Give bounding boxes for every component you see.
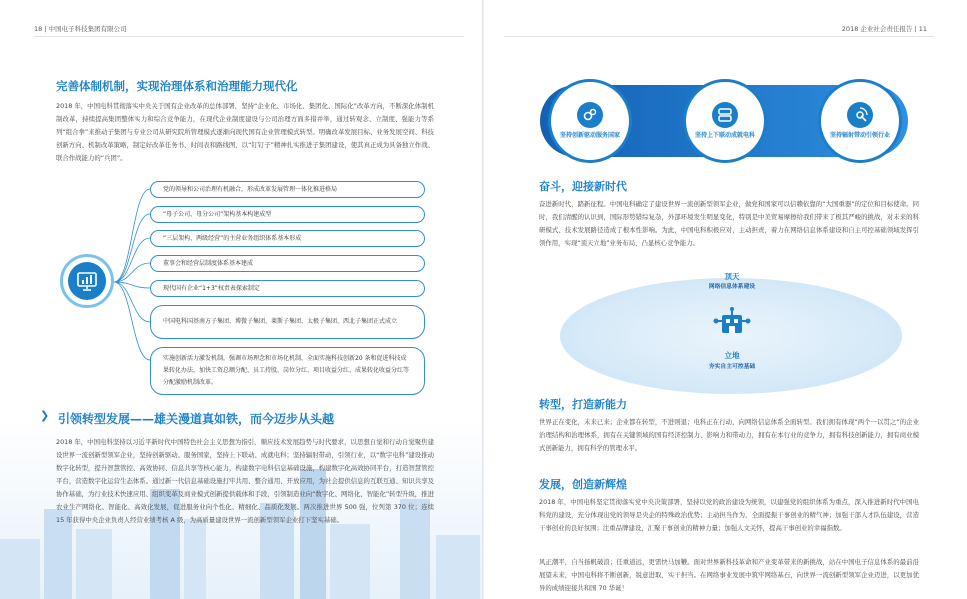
governance-paragraph: 2018 年，中国电科贯彻落实中央关于国有企业改革的总体部署，坚持“企业化、市场化、集团化、国际化”改革方向，不断深化体制机制改革，持续提高集团整体实力和综合竞争能力，在现代企业制度建设与公司治理方面多措并举，通过转观念、立制度、强能力等系列“组合拳”来推动子集团与专业公司从研究院所管理模式逐渐向现代国有企业管理模式转型。明确改革发展目标、业务发展空间、科技创新方向、机制改革策略，制定好改革任务书、时间表和路线图，以“钉钉子”精神扎实推进子集团建设，使其真正成为具备独立作战、联合作战能力的“兵团”。: [56, 102, 434, 162]
reform-item-6: 中国电科国基南方子集团、博微子集团、莱斯子集团、太极子集团、西北子集团正式成立: [150, 305, 425, 339]
development-paragraph-2: 风正潮平，自当扬帆破浪；任重道远，更需快马加鞭。面对世界新科技革命和产业变革带来的新挑战，站在中国电子信息体系的最前沿展望未来，中国电科将不断创新，锐意进取，实干担当。在网络事业发展中筑牢网络基石，向世界一流创新型领军企业迈进，以更加优异的成绩迎接共和国 70 华诞！: [539, 558, 919, 592]
page-header-right: 2018 企业社会责任报告 | 11: [841, 25, 927, 33]
development-paragraph-1: 2018 年，中国电科坚定贯彻落实党中央决策部署，坚持以党的政治建设为统领，以建强党的组织体系为重点，深入推进新时代中国电科党的建设，充分体现出党的领导是央企的特殊政治优势；主动担当作为，全面提振干事创业的精气神；加强干部人才队伍建设，营造干事创业的良好氛围；注重品牌建设，汇聚干事创业的精神力量；加强人文关怀，提高干事创业的幸福指数。: [539, 498, 919, 532]
reform-item-7: 实施创新活力激发机制，强调市场理念和市场化机制，全面实施科技创新20 条和促进科技成果转化办法，加快工资总额分配、员工持股、岗位分红、项目收益分红、成果转化收益分红等分配激励机制改革。: [150, 347, 425, 395]
principle-radiation: [818, 79, 902, 163]
list-connector-lines: [114, 184, 150, 370]
page-header-left: 18 | 中国电子科技集团有限公司: [34, 25, 127, 33]
transform-paragraph: 世界正在变化，未来已来；企业都在转型，不进则退；电科正在行动，向网络信息体系全面转型。我们拥有体现“两个一以贯之”的企业治理结构和治理体系，拥有在关键领域的国有经济控制力、影响力和带动力，拥有在本行业的竞争力，拥有科技创新能力，拥有商业模式创新能力，拥有科学的管理水平。: [539, 418, 919, 452]
principle-innovation: [548, 79, 632, 163]
chart-board-icon: [76, 270, 98, 292]
reform-item-5: 现代国有企业“1+3”权责表探索制定: [150, 280, 425, 297]
section-title-transform: 转型，打造新能力: [539, 398, 627, 411]
header-divider-left: [34, 36, 464, 37]
reform-item-2: “母子公司、母分公司”架构基本构建成型: [150, 206, 425, 223]
principle-label-innovation: 坚持创新驱动服务国家: [559, 132, 620, 139]
reform-item-4: 董事会和经营层制度体系基本建成: [150, 255, 425, 272]
linked-blocks-icon: [717, 107, 733, 123]
network-building-icon: [710, 307, 754, 341]
chevron-right-icon: ❯: [40, 409, 50, 422]
left-page: [0, 0, 483, 599]
ellipse-bottom-title: 立地: [724, 351, 740, 360]
ellipse-top-title: 顶天: [724, 272, 740, 281]
struggle-paragraph: 奋进新时代，踏新征程。中国电科确定了建设世界一流创新型领军企业，做党和国家可以信赖依靠的“大国重器”的定位和目标使命。同时，我们清醒的认识到，国际形势错综复杂，外部环境发生明显变化，特别是中美贸易摩擦给我们带来了极其严峻的挑战，对未来的科研模式、技术发展路径造成了根本性影响。为此，中国电科积极应对，主动担责，着力在网络信息体系建设和自主可控基础领域发挥引领作用，实现“顶天立地”业务布局，凸显核心竞争能力。: [539, 200, 919, 247]
section-title-development: 发展，创造新辉煌: [539, 478, 627, 491]
ellipse-top-subtitle: 网络信息体系建设: [708, 284, 756, 290]
principle-linkage: [683, 79, 767, 163]
section-title-governance: 完善体制机制，实现治理体系和治理能力现代化: [56, 79, 298, 93]
principle-label-linkage: 坚持上下联动成就电科: [694, 132, 755, 139]
section-title-struggle: 奋斗，迎接新时代: [539, 180, 627, 193]
header-divider-right: [504, 36, 934, 37]
reform-item-1: 党的领导和公司治理有机融合，形成改革发展管理一体化推进格局: [150, 181, 425, 198]
section-title-transformation: 引领转型发展——雄关漫道真如铁，而今迈步从头越: [58, 412, 335, 426]
reform-item-3: “三层架构、两级经营”的主营业务组织体系基本形成: [150, 230, 425, 247]
principle-label-radiation: 坚持辐射带动引领行业: [829, 132, 890, 139]
gears-icon: [582, 107, 598, 123]
radiate-cursor-icon: [852, 107, 868, 123]
reform-hub: [60, 254, 114, 308]
transformation-paragraph: 2018 年，中国电科坚持以习近平新时代中国特色社会主义思想为指引，顺应技术发展趋势与时代要求，以思想自觉和行动自觉聚焦建设世界一流创新型领军企业，坚持创新驱动、服务国家，坚持上下联动、成就电科；坚持辐射带动，引领行业，以“数字电科”建设推动数字化转型，提升智慧管控、高效协同、信息共享等核心能力，构建数字电科信息基础设施，构建数字化高效协同平台，打造智慧管控平台，营造数字化运营生态体系。通过新一代信息基础设施打牢共用、整合通用、开放应用，为社会提供信息的互联互通、知识共享及协作基础，为行业技术快速应用、组织变革及商业模式创新提供载体和手段，引领制造业向“数字化、网络化、智能化”转型升级，推进农业生产网络化、智能化、高效化发展，促进服务业向个性化、精细化、品质化发展。两次推进世界 500 强，位列第 370 位；连续 15 年获得中央企业负责人经营业绩考核 A 级，为高质量建设世界一流创新型领军企业打下坚实基础。: [56, 438, 434, 524]
ellipse-bottom-subtitle: 夯实自主可控基础: [708, 364, 756, 370]
